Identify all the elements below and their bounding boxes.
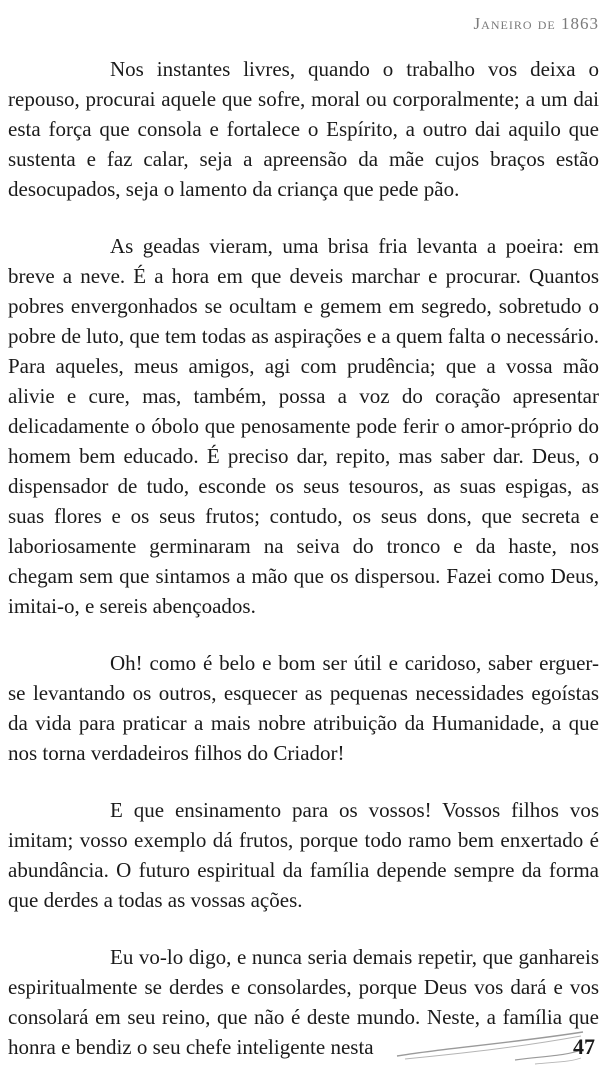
paragraph-1: Nos instantes livres, quando o trabalho vos deixa o repouso, procurai aquele que sofre, moral ou corporalmente; a um dai esta força que consola e fortalece o Espírito, a outro dai aquilo que sustenta e faz calar, seja a apreensão da mãe cujos braços estão desocupados, seja o lamento da criança que pede pão. (8, 57, 599, 201)
running-header: Janeiro de 1863 (473, 14, 599, 33)
paragraph-3: Oh! como é belo e bom ser útil e caridoso, saber erguer-se levantando os outros, esquecer as pequenas necessidades egoístas da vida para praticar a mais nobre atribuição da Humanidade, a que nos torna verdadeiros filhos do Criador! (8, 651, 599, 765)
paragraph-2: As geadas vieram, uma brisa fria levanta a poeira: em breve a neve. É a hora em que deveis marchar e procurar. Quantos pobres envergonhados se ocultam e gemem em segredo, sobretudo o pobre de luto, que tem todas as aspirações e a quem falta o necessário. Para aqueles, meus amigos, agi com prudência; que a vossa mão alivie e cure, mas, também, possa a voz do coração apresentar delicadamente o óbolo que penosamente pode ferir o amor-próprio do homem bem educado. É preciso dar, repito, mas saber dar. Deus, o dispensador de tudo, esconde os seus tesouros, as suas espigas, as suas flores e os seus frutos; contudo, os seus dons, que secreta e laboriosamente germinaram na seiva do tronco e da haste, nos chegam sem que sintamos a mão que os dispersou. Fazei como Deus, imitai-o, e sereis abençoados. (8, 234, 599, 618)
paragraph-4: E que ensinamento para os vossos! Vossos filhos vos imitam; vosso exemplo dá frutos, porque todo ramo bem enxertado é abundância. O futuro espiritual da família depende sempre da forma que derdes a todas as vossas ações. (8, 798, 599, 912)
page-body (8, 54, 599, 1089)
swoosh-ornament-icon (395, 1026, 585, 1068)
page-footer (0, 1022, 607, 1070)
paragraph-5: Eu vo-lo digo, e nunca seria demais repetir, que ganhareis espiritualmente se derdes e consolardes, porque Deus vos dará e vos consolará em seu reino, que não é deste mundo. Neste, a família que honra e bendiz o seu chefe inteligente nesta (8, 945, 599, 1059)
page-number: 47 (573, 1034, 595, 1059)
